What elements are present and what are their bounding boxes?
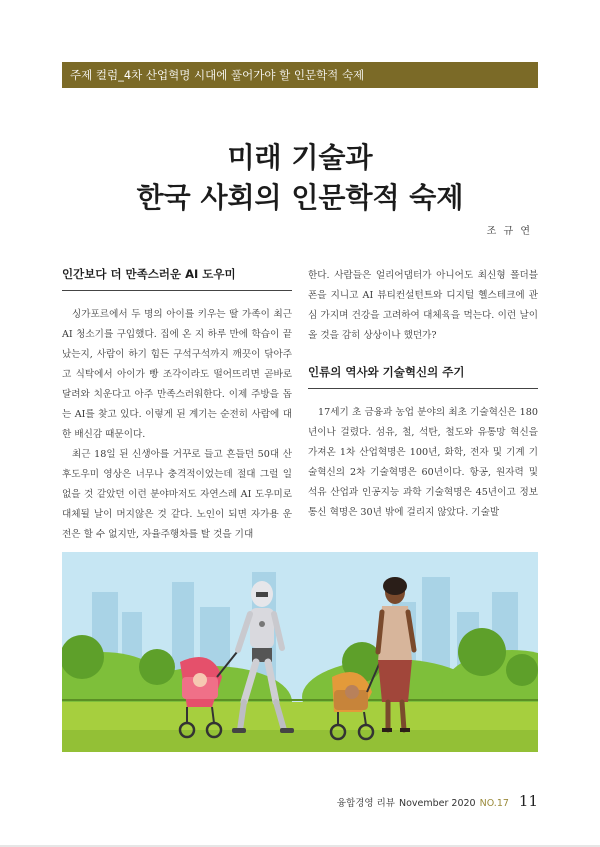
right-column [308, 266, 538, 523]
section-heading-ai-helper: 인간보다 더 만족스러운 AI 도우미 [62, 266, 292, 291]
left-paragraph-1: 싱가포르에서 두 명의 아이를 키우는 딸 가족이 최근 AI 청소기를 구입했다. 집에 온 지 하루 만에 학습이 끝났는지, 사람이 하기 힘든 구석구석까지 깨끗이 닦아주고 식탁에서 아이가 빵 조각이라도 떨어뜨리면 곧바로 달려와 치운다고 아주 만족스러워한다. 이제 주방을 돕는 AI를 찾고 있다. 이렇게 된 계기는 순전히 사람에 대한 배신감 때문이다. [62, 309, 292, 440]
page-footer [337, 792, 538, 810]
section-heading-history: 인류의 역사와 기술혁신의 주기 [308, 364, 538, 389]
right-paragraph-1: 한다. 사람들은 얼리어댑터가 아니어도 최신형 폴더블폰을 지니고 AI 뷰티컨설턴트와 디지털 헬스테크에 관심 가지며 건강을 고려하여 대체육을 먹는다. 이런 날이 올 것을 감히 상상이나 했던가? [308, 270, 538, 341]
title-line-1: 미래 기술과 [227, 141, 373, 174]
left-paragraph-2: 최근 18일 된 신생아를 거꾸로 들고 흔들던 50대 산후도우미 영상은 너무나 충격적이었는데 절대 그럴 일 없을 것 같았던 이런 분야마저도 자연스레 AI 도우미로 대체될 날이 머지않은 것 같다. 노인이 되면 자가용 운전은 할 수 없지만, 자율주행차를 탈 것을 기대 [62, 449, 292, 540]
category-header-bar [62, 62, 538, 88]
category-label: 주제 컬럼_4차 산업혁명 시대에 풀어가야 할 인문학적 숙제 [70, 68, 365, 82]
publication-name: 융합경영 리뷰 [336, 798, 395, 809]
robot-and-woman-with-strollers-illustration [62, 552, 538, 752]
author-byline: 조 규 연 [486, 226, 532, 237]
park-scene-svg [62, 552, 538, 752]
publication-date: November 2020 [398, 798, 476, 809]
title-line-2: 한국 사회의 인문학적 숙제 [136, 181, 464, 214]
left-column [62, 266, 292, 545]
page-number: 11 [518, 792, 538, 810]
right-paragraph-2: 17세기 초 금융과 농업 분야의 최초 기술혁신은 180년이나 걸렸다. 섬유, 철, 석탄, 철도와 유통망 혁신을 가져온 1차 산업혁명은 100년, 화학, 전자 및 기계 기술혁신의 2차 기술혁명은 60년이다. 항공, 원자력 및 석유 산업과 인공지능 과학 기술혁명은 45년이고 정보통신 혁명은 30년 밖에 걸리지 않았다. 기술발 [308, 407, 538, 518]
article-title [0, 138, 600, 218]
issue-number: NO.17 [479, 798, 509, 809]
